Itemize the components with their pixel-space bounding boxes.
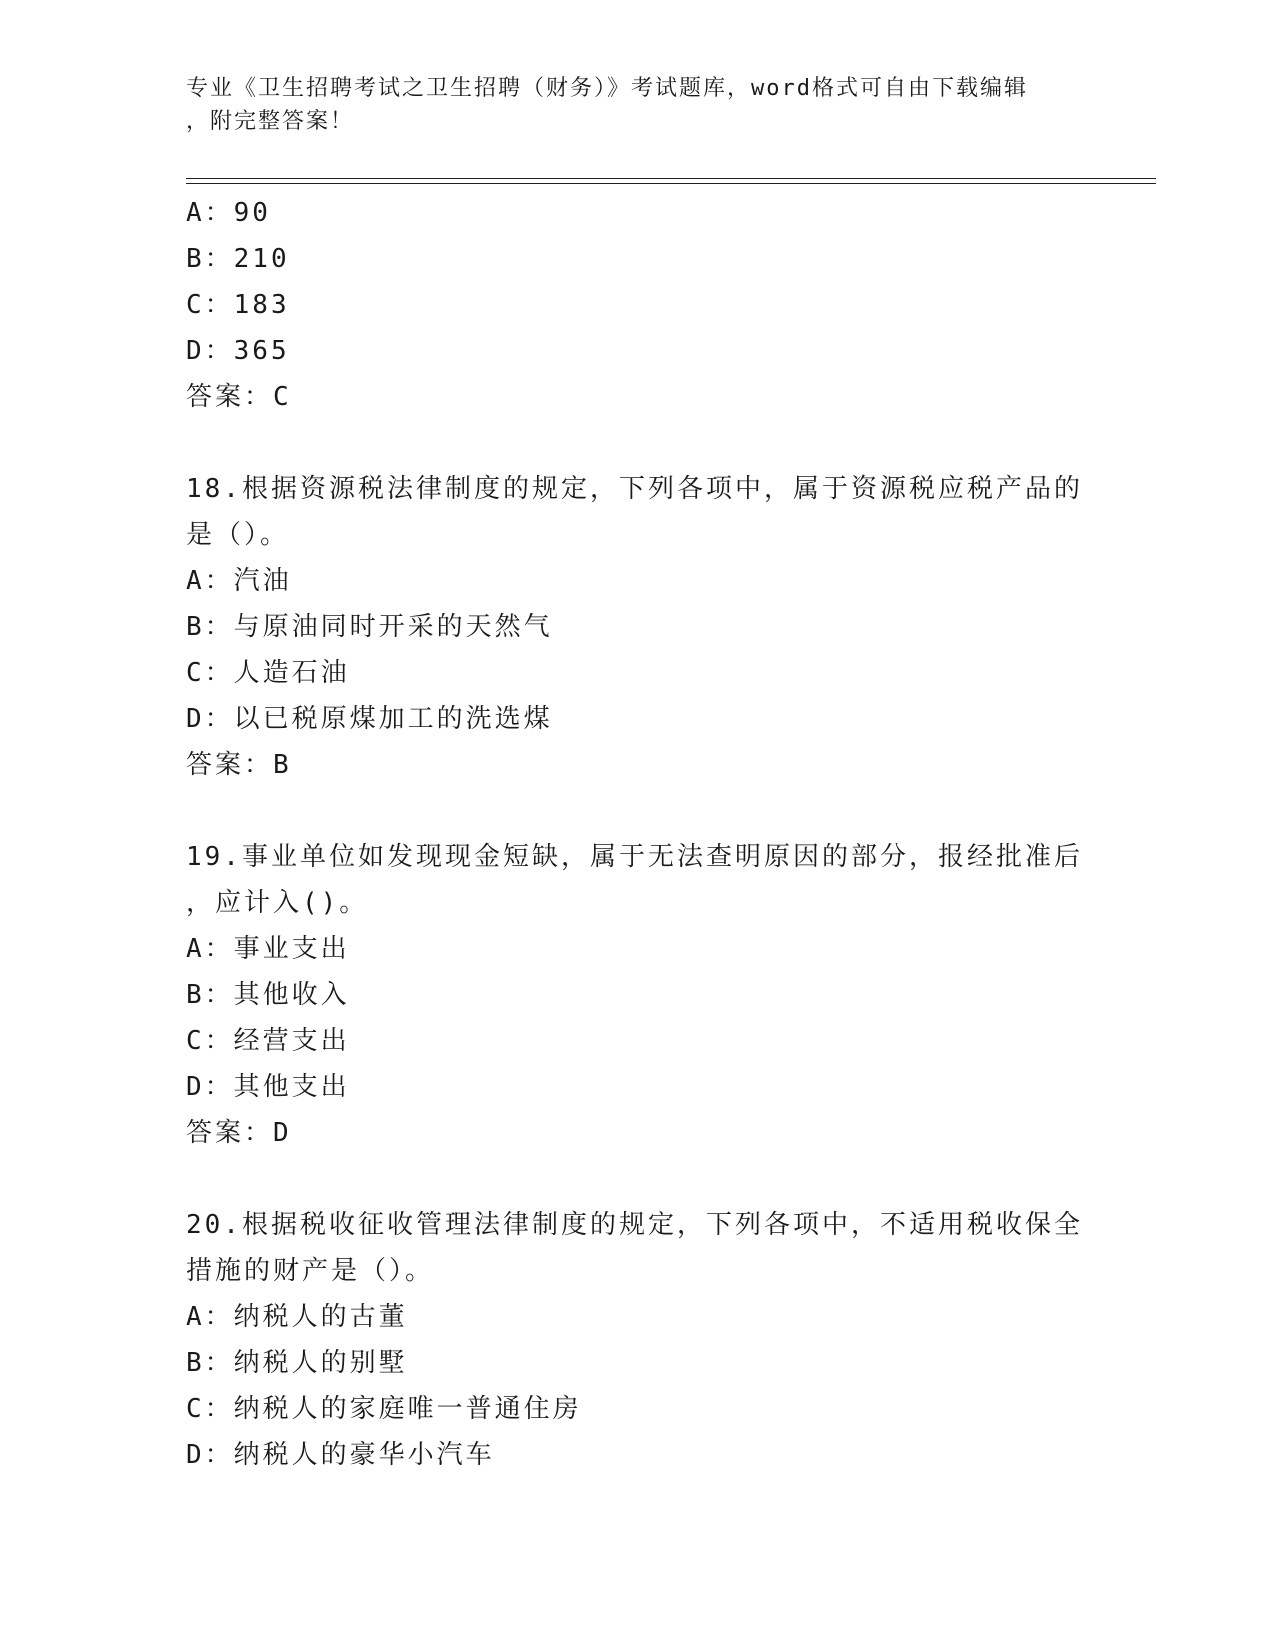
q19-answer: 答案：D (186, 1118, 292, 1148)
q19-stem-line1: 19.事业单位如发现现金短缺，属于无法查明原因的部分，报经批准后 (186, 842, 1083, 872)
question-list (186, 190, 1086, 1478)
header-title-line1: 专业《卫生招聘考试之卫生招聘（财务）》考试题库，word格式可自由下载编辑 (186, 76, 1028, 101)
question-19-block (186, 834, 1086, 1156)
q18-option-d: D：以已税原煤加工的洗选煤 (186, 704, 553, 734)
question-18-block (186, 466, 1086, 788)
spacer (186, 1156, 1086, 1202)
q19-option-d: D：其他支出 (186, 1072, 350, 1102)
q19-option-b: B：其他收入 (186, 980, 350, 1010)
q17-option-d: D：365 (186, 336, 290, 366)
header-divider-top (186, 178, 1156, 179)
q20-stem-line2: 措施的财产是（）。 (186, 1256, 435, 1286)
spacer (186, 788, 1086, 834)
q19-option-c: C：经营支出 (186, 1026, 350, 1056)
q19-stem-line2: ，应计入()。 (186, 888, 369, 918)
header-title-line2: ，附完整答案！ (186, 109, 355, 134)
q17-option-c: C：183 (186, 290, 290, 320)
q20-option-b: B：纳税人的别墅 (186, 1348, 408, 1378)
q18-option-a: A：汽油 (186, 566, 292, 596)
spacer (186, 420, 1086, 466)
q18-stem-line1: 18.根据资源税法律制度的规定，下列各项中，属于资源税应税产品的 (186, 474, 1083, 504)
q20-option-a: A：纳税人的古董 (186, 1302, 408, 1332)
q17-answer: 答案：C (186, 382, 292, 412)
q18-option-b: B：与原油同时开采的天然气 (186, 612, 553, 642)
document-header (186, 72, 1066, 138)
question-17-block (186, 190, 1086, 420)
q17-option-b: B：210 (186, 244, 290, 274)
q18-option-c: C：人造石油 (186, 658, 350, 688)
q20-option-d: D：纳税人的豪华小汽车 (186, 1440, 495, 1470)
q18-answer: 答案：B (186, 750, 292, 780)
q17-option-a: A：90 (186, 198, 271, 228)
q20-stem-line1: 20.根据税收征收管理法律制度的规定，下列各项中，不适用税收保全 (186, 1210, 1083, 1240)
q20-option-c: C：纳税人的家庭唯一普通住房 (186, 1394, 582, 1424)
header-divider-bottom (186, 183, 1156, 184)
q19-option-a: A：事业支出 (186, 934, 350, 964)
q18-stem-line2: 是（）。 (186, 520, 290, 550)
question-20-block (186, 1202, 1086, 1478)
